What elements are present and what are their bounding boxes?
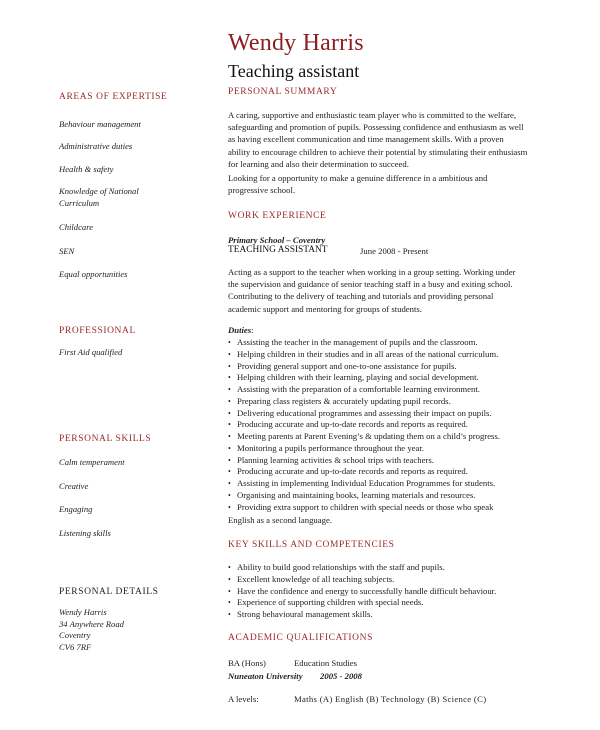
summary-paragraph: A caring, supportive and enthusiastic team player who is committed to the welfare, safeguarding and promotion of pupils. Possessing confidence and enthusiasm as well as having excellent communication and time management skills. With a proven ability to encourage children to achieve their potential by stimulating their enthusiasm for learning and also their determination to succeed. <box>228 110 528 169</box>
list-item: • Providing general support and one-to-one assistance for pupils. <box>228 361 538 373</box>
list-item: • Providing extra support to children with special needs or those who speak <box>228 502 538 514</box>
details-name: Wendy Harris <box>59 607 107 617</box>
list-item: • Organising and maintaining books, learning materials and resources. <box>228 490 538 502</box>
list-item: • Excellent knowledge of all teaching subjects. <box>228 574 538 586</box>
list-item: • Have the confidence and energy to successfully handle difficult behaviour. <box>228 586 538 598</box>
experience-heading: WORK EXPERIENCE <box>228 211 327 221</box>
key-skills-list <box>228 562 538 621</box>
university: Nuneaton University <box>228 671 303 681</box>
duties-tail: English as a second language. <box>228 515 332 525</box>
list-item: • Producing accurate and up-to-date records and reports as required. <box>228 419 538 431</box>
details-city: Coventry <box>59 630 91 640</box>
expertise-heading: AREAS OF EXPERTISE <box>59 92 168 102</box>
expertise-item: Childcare <box>59 222 94 232</box>
list-item: • Delivering educational programmes and assessing their impact on pupils. <box>228 408 538 420</box>
list-item: • Assisting the teacher in the management of pupils and the classroom. <box>228 337 538 349</box>
expertise-item: Health & safety <box>59 164 114 174</box>
expertise-item: Equal opportunities <box>59 269 128 279</box>
list-item: • Helping children in their studies and in all areas of the national curriculum. <box>228 349 538 361</box>
employer: Primary School – Coventry <box>228 235 326 245</box>
summary-heading: PERSONAL SUMMARY <box>228 87 338 97</box>
list-item: • Meeting parents at Parent Evening’s & updating them on a child’s progress. <box>228 431 538 443</box>
duties-label-text: Duties <box>228 325 252 335</box>
summary-objective: Looking for a opportunity to make a genuine difference in a ambitious and progressive school. <box>228 173 488 196</box>
list-item: • Experience of supporting children with special needs. <box>228 597 538 609</box>
degree: BA (Hons) <box>228 658 266 668</box>
details-address: 34 Anywhere Road <box>59 618 124 629</box>
academic-heading: ACADEMIC QUALIFICATIONS <box>228 633 373 643</box>
skill-item: Engaging <box>59 504 93 514</box>
skill-item: Calm temperament <box>59 457 125 467</box>
skill-item: Creative <box>59 481 89 491</box>
duties-label <box>228 325 254 335</box>
list-item: • Strong behavioural management skills. <box>228 609 538 621</box>
list-item: • Ability to build good relationships with the staff and pupils. <box>228 562 538 574</box>
key-skills-heading: KEY SKILLS AND COMPETENCIES <box>228 540 395 550</box>
alevels-grades: Maths (A) English (B) Technology (B) Science (C) <box>294 694 487 704</box>
job-description: Acting as a support to the teacher when working in a group setting. Working under the supervision and guidance of senior teaching staff in a busy and exiting school. Contributing to the delivery of teaching and tutorials and providing personal academic support and mentoring for groups of students. <box>228 267 516 314</box>
list-item: • Assisting with the preparation of a comfortable learning environment. <box>228 384 538 396</box>
duties-label-colon: : <box>251 325 254 335</box>
list-item: • Preparing class registers & accurately updating pupil records. <box>228 396 538 408</box>
skills-heading: PERSONAL SKILLS <box>59 434 152 444</box>
list-item: • Planning learning activities & school trips with teachers. <box>228 455 538 467</box>
list-item: • Helping children with their learning, playing and social development. <box>228 372 538 384</box>
job-title: Teaching assistant <box>228 61 360 81</box>
list-item: • Assisting in implementing Individual Education Programmes for students. <box>228 478 538 490</box>
expertise-item: Knowledge of National Curriculum <box>59 186 139 208</box>
university-years: 2005 - 2008 <box>320 671 362 681</box>
duties-list <box>228 337 538 513</box>
details-heading: PERSONAL DETAILS <box>59 587 159 597</box>
skill-item: Listening skills <box>59 528 111 538</box>
degree-subject: Education Studies <box>294 658 357 668</box>
list-item: • Monitoring a pupils performance throughout the year. <box>228 443 538 455</box>
alevels-label: A levels: <box>228 694 259 704</box>
expertise-item: Administrative duties <box>59 141 133 151</box>
position: TEACHING ASSISTANT <box>228 245 328 255</box>
expertise-item: SEN <box>59 246 75 256</box>
list-item: • Producing accurate and up-to-date records and reports as required. <box>228 466 538 478</box>
candidate-name: Wendy Harris <box>228 30 364 56</box>
employment-dates: June 2008 - Present <box>360 246 429 256</box>
details-postcode: CV6 7RF <box>59 641 92 652</box>
professional-item: First Aid qualified <box>59 347 123 357</box>
professional-heading: PROFESSIONAL <box>59 326 136 336</box>
expertise-item: Behaviour management <box>59 119 141 129</box>
